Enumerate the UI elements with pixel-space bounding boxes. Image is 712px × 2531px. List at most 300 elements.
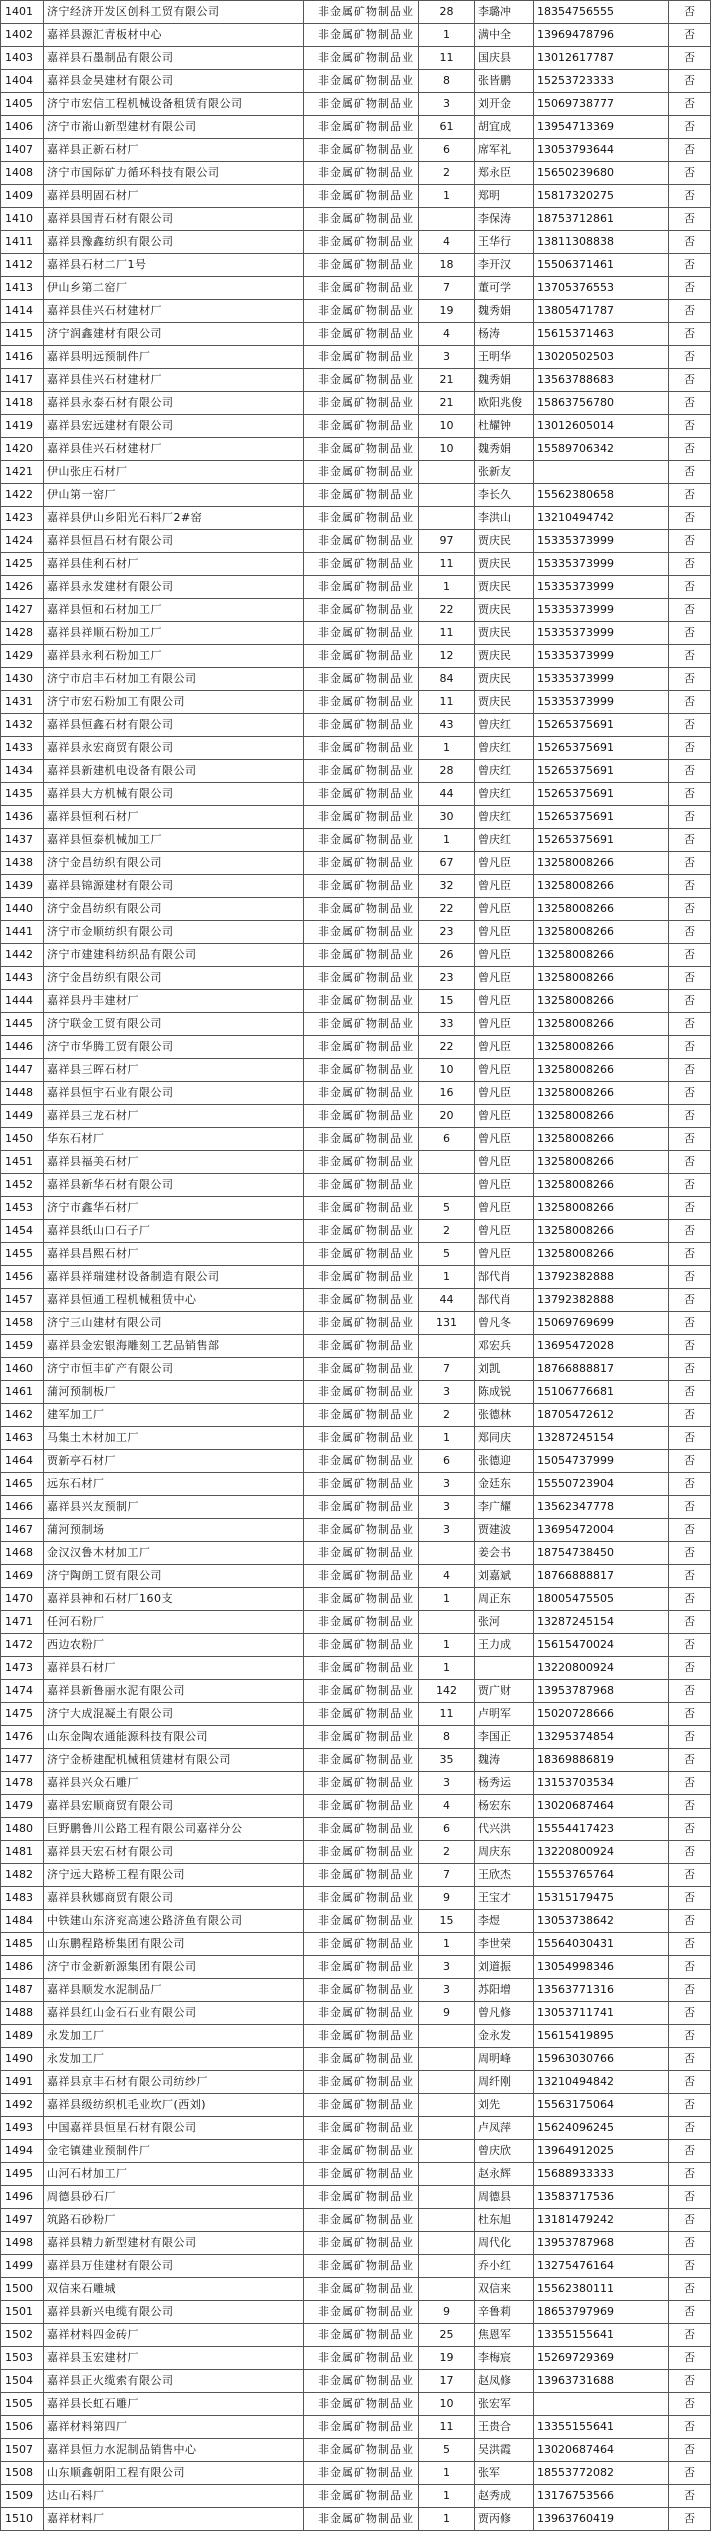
industry: 非金属矿物制品业 [304,2416,419,2439]
company-name: 嘉祥县神和石材厂160支 [44,1588,304,1611]
table-row [1,2071,711,2094]
flag: 否 [669,208,711,231]
flag: 否 [669,346,711,369]
phone-number [534,2393,669,2416]
flag: 否 [669,1197,711,1220]
contact-person: 胡宜成 [475,116,534,139]
company-name: 嘉祥县顺发水泥制品厂 [44,1979,304,2002]
employee-count: 5 [419,1197,475,1220]
flag: 否 [669,1657,711,1680]
contact-person: 魏涛 [475,1749,534,1772]
company-name: 嘉祥县源汇青板材中心 [44,24,304,47]
table-row [1,47,711,70]
employee-count: 2 [419,1404,475,1427]
table-row [1,24,711,47]
company-name: 济宁市宏信工程机械设备租赁有限公司 [44,93,304,116]
phone-number: 13258008266 [534,1220,669,1243]
phone-number: 15335373999 [534,645,669,668]
company-name: 嘉祥县金宏银海雕刻工艺品销售部 [44,1335,304,1358]
flag: 否 [669,737,711,760]
table-row [1,691,711,714]
contact-person: 董可学 [475,277,534,300]
industry: 非金属矿物制品业 [304,1749,419,1772]
row-number: 1487 [1,1979,44,2002]
employee-count: 44 [419,1289,475,1312]
flag: 否 [669,162,711,185]
phone-number: 13053711741 [534,2002,669,2025]
table-row [1,1289,711,1312]
flag: 否 [669,2439,711,2462]
flag: 否 [669,1680,711,1703]
phone-number: 13020687464 [534,1795,669,1818]
row-number: 1474 [1,1680,44,1703]
employee-count [419,2071,475,2094]
contact-person: 杨宏东 [475,1795,534,1818]
employee-count: 3 [419,1496,475,1519]
industry: 非金属矿物制品业 [304,1105,419,1128]
industry: 非金属矿物制品业 [304,1220,419,1243]
industry: 非金属矿物制品业 [304,1818,419,1841]
table-row [1,2439,711,2462]
table-row [1,1358,711,1381]
industry: 非金属矿物制品业 [304,806,419,829]
contact-person: 郜代肖 [475,1266,534,1289]
flag: 否 [669,1358,711,1381]
company-name: 周德县砂石厂 [44,2186,304,2209]
phone-number: 15335373999 [534,576,669,599]
table-row [1,2462,711,2485]
phone-number: 15335373999 [534,622,669,645]
company-name: 嘉祥县新建机电设备有限公司 [44,760,304,783]
contact-person: 刘道振 [475,1956,534,1979]
phone-number [534,461,669,484]
employee-count [419,2232,475,2255]
phone-number: 13792382888 [534,1266,669,1289]
flag: 否 [669,1588,711,1611]
company-name: 蒲河预制板厂 [44,1381,304,1404]
phone-number: 15624096245 [534,2117,669,2140]
company-name: 伊山第一窑厂 [44,484,304,507]
flag: 否 [669,1956,711,1979]
table-row [1,852,711,875]
employee-count: 16 [419,1082,475,1105]
flag: 否 [669,645,711,668]
contact-person: 郑明 [475,185,534,208]
company-name: 西边农粉厂 [44,1634,304,1657]
row-number: 1496 [1,2186,44,2209]
flag: 否 [669,1519,711,1542]
contact-person: 李梅宸 [475,2347,534,2370]
contact-person: 周代化 [475,2232,534,2255]
industry: 非金属矿物制品业 [304,2140,419,2163]
flag: 否 [669,2324,711,2347]
row-number: 1494 [1,2140,44,2163]
table-row [1,645,711,668]
table-row [1,1220,711,1243]
company-name: 嘉祥县祥顺石粉加工厂 [44,622,304,645]
industry: 非金属矿物制品业 [304,1358,419,1381]
row-number: 1456 [1,1266,44,1289]
industry: 非金属矿物制品业 [304,576,419,599]
flag: 否 [669,783,711,806]
industry: 非金属矿物制品业 [304,300,419,323]
phone-number: 15615419895 [534,2025,669,2048]
table-row [1,1841,711,1864]
table-row [1,1013,711,1036]
contact-person: 曾凡臣 [475,1174,534,1197]
industry: 非金属矿物制品业 [304,2025,419,2048]
flag: 否 [669,2163,711,2186]
contact-person: 王宝才 [475,1887,534,1910]
company-name: 嘉祥县恒利石材厂 [44,806,304,829]
employee-count: 3 [419,1956,475,1979]
row-number: 1463 [1,1427,44,1450]
flag: 否 [669,277,711,300]
phone-number: 13963760419 [534,2508,669,2531]
contact-person: 苏阳增 [475,1979,534,2002]
industry: 非金属矿物制品业 [304,1956,419,1979]
industry: 非金属矿物制品业 [304,1197,419,1220]
industry: 非金属矿物制品业 [304,1565,419,1588]
table-body [1,1,711,2531]
company-name: 嘉祥县宏远建材有限公司 [44,415,304,438]
table-row [1,829,711,852]
table-row [1,1519,711,1542]
industry: 非金属矿物制品业 [304,2370,419,2393]
phone-number: 13053793644 [534,139,669,162]
company-name: 中铁建山东济兖高速公路济鱼有限公司 [44,1910,304,1933]
employee-count: 23 [419,921,475,944]
flag: 否 [669,1128,711,1151]
employee-count: 3 [419,1979,475,2002]
phone-number: 15688933333 [534,2163,669,2186]
employee-count: 10 [419,415,475,438]
row-number: 1421 [1,461,44,484]
contact-person: 张河 [475,1611,534,1634]
company-name: 嘉祥县新兴电缆有限公司 [44,2301,304,2324]
row-number: 1470 [1,1588,44,1611]
row-number: 1491 [1,2071,44,2094]
phone-number: 13963731688 [534,2370,669,2393]
industry: 非金属矿物制品业 [304,783,419,806]
employee-count: 22 [419,898,475,921]
table-row [1,1082,711,1105]
table-row [1,1979,711,2002]
row-number: 1493 [1,2117,44,2140]
employee-count [419,2140,475,2163]
company-name: 嘉祥县祥瑞建材设备制造有限公司 [44,1266,304,1289]
industry: 非金属矿物制品业 [304,1634,419,1657]
flag: 否 [669,1013,711,1036]
contact-person: 曾凡臣 [475,1243,534,1266]
row-number: 1438 [1,852,44,875]
flag: 否 [669,1795,711,1818]
row-number: 1460 [1,1358,44,1381]
contact-person: 双信来 [475,2278,534,2301]
flag: 否 [669,93,711,116]
row-number: 1469 [1,1565,44,1588]
row-number: 1420 [1,438,44,461]
phone-number: 13695472004 [534,1519,669,1542]
industry: 非金属矿物制品业 [304,2186,419,2209]
company-name: 嘉祥县豫鑫纺织有限公司 [44,231,304,254]
employee-count: 7 [419,277,475,300]
phone-number: 15265375691 [534,714,669,737]
industry: 非金属矿物制品业 [304,2508,419,2531]
table-row [1,1956,711,1979]
company-name: 济宁金桥建配机械租赁建材有限公司 [44,1749,304,1772]
row-number: 1503 [1,2347,44,2370]
flag: 否 [669,1542,711,1565]
flag: 否 [669,2416,711,2439]
contact-person: 曾凡臣 [475,1013,534,1036]
contact-person: 曾凡臣 [475,898,534,921]
industry: 非金属矿物制品业 [304,2071,419,2094]
row-number: 1482 [1,1864,44,1887]
employee-count: 3 [419,93,475,116]
industry: 非金属矿物制品业 [304,2347,419,2370]
employee-count: 1 [419,1634,475,1657]
employee-count [419,2094,475,2117]
phone-number: 13695472028 [534,1335,669,1358]
flag: 否 [669,369,711,392]
phone-number: 13258008266 [534,944,669,967]
phone-number: 18754738450 [534,1542,669,1565]
table-row [1,2255,711,2278]
table-row [1,1910,711,1933]
flag: 否 [669,2232,711,2255]
company-name: 嘉祥县永泰石材有限公司 [44,392,304,415]
phone-number: 15562380111 [534,2278,669,2301]
contact-person: 曾凡冬 [475,1312,534,1335]
row-number: 1488 [1,2002,44,2025]
table-row [1,553,711,576]
company-name: 嘉祥县恒泰机械加工厂 [44,829,304,852]
industry: 非金属矿物制品业 [304,2002,419,2025]
table-row [1,1266,711,1289]
industry: 非金属矿物制品业 [304,1772,419,1795]
table-row [1,1312,711,1335]
company-name: 嘉祥县宏顺商贸有限公司 [44,1795,304,1818]
industry: 非金属矿物制品业 [304,1013,419,1036]
contact-person [475,1657,534,1680]
company-name: 嘉祥县新华石材有限公司 [44,1174,304,1197]
flag: 否 [669,530,711,553]
contact-person: 魏秀娟 [475,369,534,392]
industry: 非金属矿物制品业 [304,2462,419,2485]
row-number: 1432 [1,714,44,737]
industry: 非金属矿物制品业 [304,2094,419,2117]
phone-number: 15265375691 [534,829,669,852]
phone-number: 15506371461 [534,254,669,277]
contact-person: 贾庆民 [475,599,534,622]
contact-person: 贾庆民 [475,622,534,645]
employee-count: 33 [419,1013,475,1036]
company-name: 嘉祥县永利石粉加工厂 [44,645,304,668]
industry: 非金属矿物制品业 [304,1588,419,1611]
row-number: 1495 [1,2163,44,2186]
contact-person: 李广耀 [475,1496,534,1519]
industry: 非金属矿物制品业 [304,1427,419,1450]
industry: 非金属矿物制品业 [304,944,419,967]
company-name: 嘉祥县玉宏建材厂 [44,2347,304,2370]
industry: 非金属矿物制品业 [304,2301,419,2324]
employee-count [419,2278,475,2301]
employee-count [419,2117,475,2140]
contact-person: 李璐冲 [475,1,534,24]
table-row [1,2048,711,2071]
employee-count [419,2025,475,2048]
phone-number: 13563788683 [534,369,669,392]
contact-person: 张军 [475,2462,534,2485]
contact-person: 卢明军 [475,1703,534,1726]
employee-count: 1 [419,1657,475,1680]
contact-person: 周纤刚 [475,2071,534,2094]
employee-count: 1 [419,2462,475,2485]
flag: 否 [669,1726,711,1749]
flag: 否 [669,1,711,24]
employee-count: 6 [419,1450,475,1473]
employee-count: 8 [419,1726,475,1749]
company-name: 济宁市宏石粉加工有限公司 [44,691,304,714]
employee-count: 1 [419,2485,475,2508]
industry: 非金属矿物制品业 [304,1174,419,1197]
table-row [1,1887,711,1910]
industry: 非金属矿物制品业 [304,1864,419,1887]
flag: 否 [669,1979,711,2002]
employee-count: 10 [419,438,475,461]
employee-count: 1 [419,1427,475,1450]
employee-count: 3 [419,1772,475,1795]
flag: 否 [669,1404,711,1427]
row-number: 1458 [1,1312,44,1335]
table-row [1,1243,711,1266]
table-row [1,231,711,254]
phone-number: 13953787968 [534,2232,669,2255]
employee-count: 11 [419,1703,475,1726]
contact-person: 焦恩军 [475,2324,534,2347]
industry: 非金属矿物制品业 [304,852,419,875]
phone-number: 13275476164 [534,2255,669,2278]
table-row [1,898,711,921]
flag: 否 [669,2278,711,2301]
table-row [1,944,711,967]
table-row [1,2508,711,2531]
employee-count: 17 [419,2370,475,2393]
industry: 非金属矿物制品业 [304,2163,419,2186]
table-row [1,461,711,484]
contact-person: 代兴洪 [475,1818,534,1841]
employee-count: 1 [419,737,475,760]
phone-number: 13020687464 [534,2439,669,2462]
industry: 非金属矿物制品业 [304,737,419,760]
flag: 否 [669,1381,711,1404]
industry: 非金属矿物制品业 [304,323,419,346]
phone-number: 13355155641 [534,2324,669,2347]
contact-person: 曾凡修 [475,2002,534,2025]
company-name: 华东石材厂 [44,1128,304,1151]
company-name: 嘉祥县红山金石石业有限公司 [44,2002,304,2025]
employee-count: 142 [419,1680,475,1703]
employee-count: 15 [419,990,475,1013]
table-row [1,1404,711,1427]
contact-person: 满中全 [475,24,534,47]
flag: 否 [669,1266,711,1289]
employee-count: 1 [419,829,475,852]
employee-count [419,208,475,231]
row-number: 1447 [1,1059,44,1082]
employee-count: 19 [419,2347,475,2370]
company-name: 双信来石雕城 [44,2278,304,2301]
flag: 否 [669,1059,711,1082]
contact-person: 曾庆红 [475,783,534,806]
row-number: 1451 [1,1151,44,1174]
table-row [1,369,711,392]
employee-count: 28 [419,760,475,783]
contact-person: 曾凡臣 [475,1151,534,1174]
contact-person: 张皆鹏 [475,70,534,93]
row-number: 1483 [1,1887,44,1910]
employee-count: 131 [419,1312,475,1335]
flag: 否 [669,392,711,415]
row-number: 1505 [1,2393,44,2416]
company-name: 筑路石砂粉厂 [44,2209,304,2232]
row-number: 1490 [1,2048,44,2071]
flag: 否 [669,576,711,599]
contact-person: 王贵合 [475,2416,534,2439]
employee-count: 43 [419,714,475,737]
contact-person: 刘开金 [475,93,534,116]
flag: 否 [669,990,711,1013]
contact-person: 贾庆民 [475,691,534,714]
industry: 非金属矿物制品业 [304,1496,419,1519]
company-name: 嘉祥县佳兴石材建材厂 [44,438,304,461]
phone-number: 13953787968 [534,1680,669,1703]
table-row [1,1036,711,1059]
row-number: 1477 [1,1749,44,1772]
table-row [1,1128,711,1151]
flag: 否 [669,1105,711,1128]
flag: 否 [669,599,711,622]
row-number: 1412 [1,254,44,277]
flag: 否 [669,1036,711,1059]
phone-number: 18766888817 [534,1565,669,1588]
flag: 否 [669,1933,711,1956]
table-row [1,1772,711,1795]
flag: 否 [669,1082,711,1105]
table-row [1,2347,711,2370]
company-name: 马集土木材加工厂 [44,1427,304,1450]
phone-number: 15069769699 [534,1312,669,1335]
contact-person: 杨秀运 [475,1772,534,1795]
industry: 非金属矿物制品业 [304,2278,419,2301]
flag: 否 [669,415,711,438]
employee-count: 3 [419,1519,475,1542]
flag: 否 [669,967,711,990]
company-name: 济宁经济开发区创科工贸有限公司 [44,1,304,24]
employee-count: 35 [419,1749,475,1772]
phone-number: 13258008266 [534,1128,669,1151]
flag: 否 [669,1151,711,1174]
flag: 否 [669,323,711,346]
company-name: 巨野鹏鲁川公路工程有限公司嘉祥分公 [44,1818,304,1841]
company-name: 嘉祥县天宏石材有限公司 [44,1841,304,1864]
row-number: 1441 [1,921,44,944]
table-row [1,1588,711,1611]
company-name: 嘉祥材料厂 [44,2508,304,2531]
row-number: 1422 [1,484,44,507]
row-number: 1476 [1,1726,44,1749]
